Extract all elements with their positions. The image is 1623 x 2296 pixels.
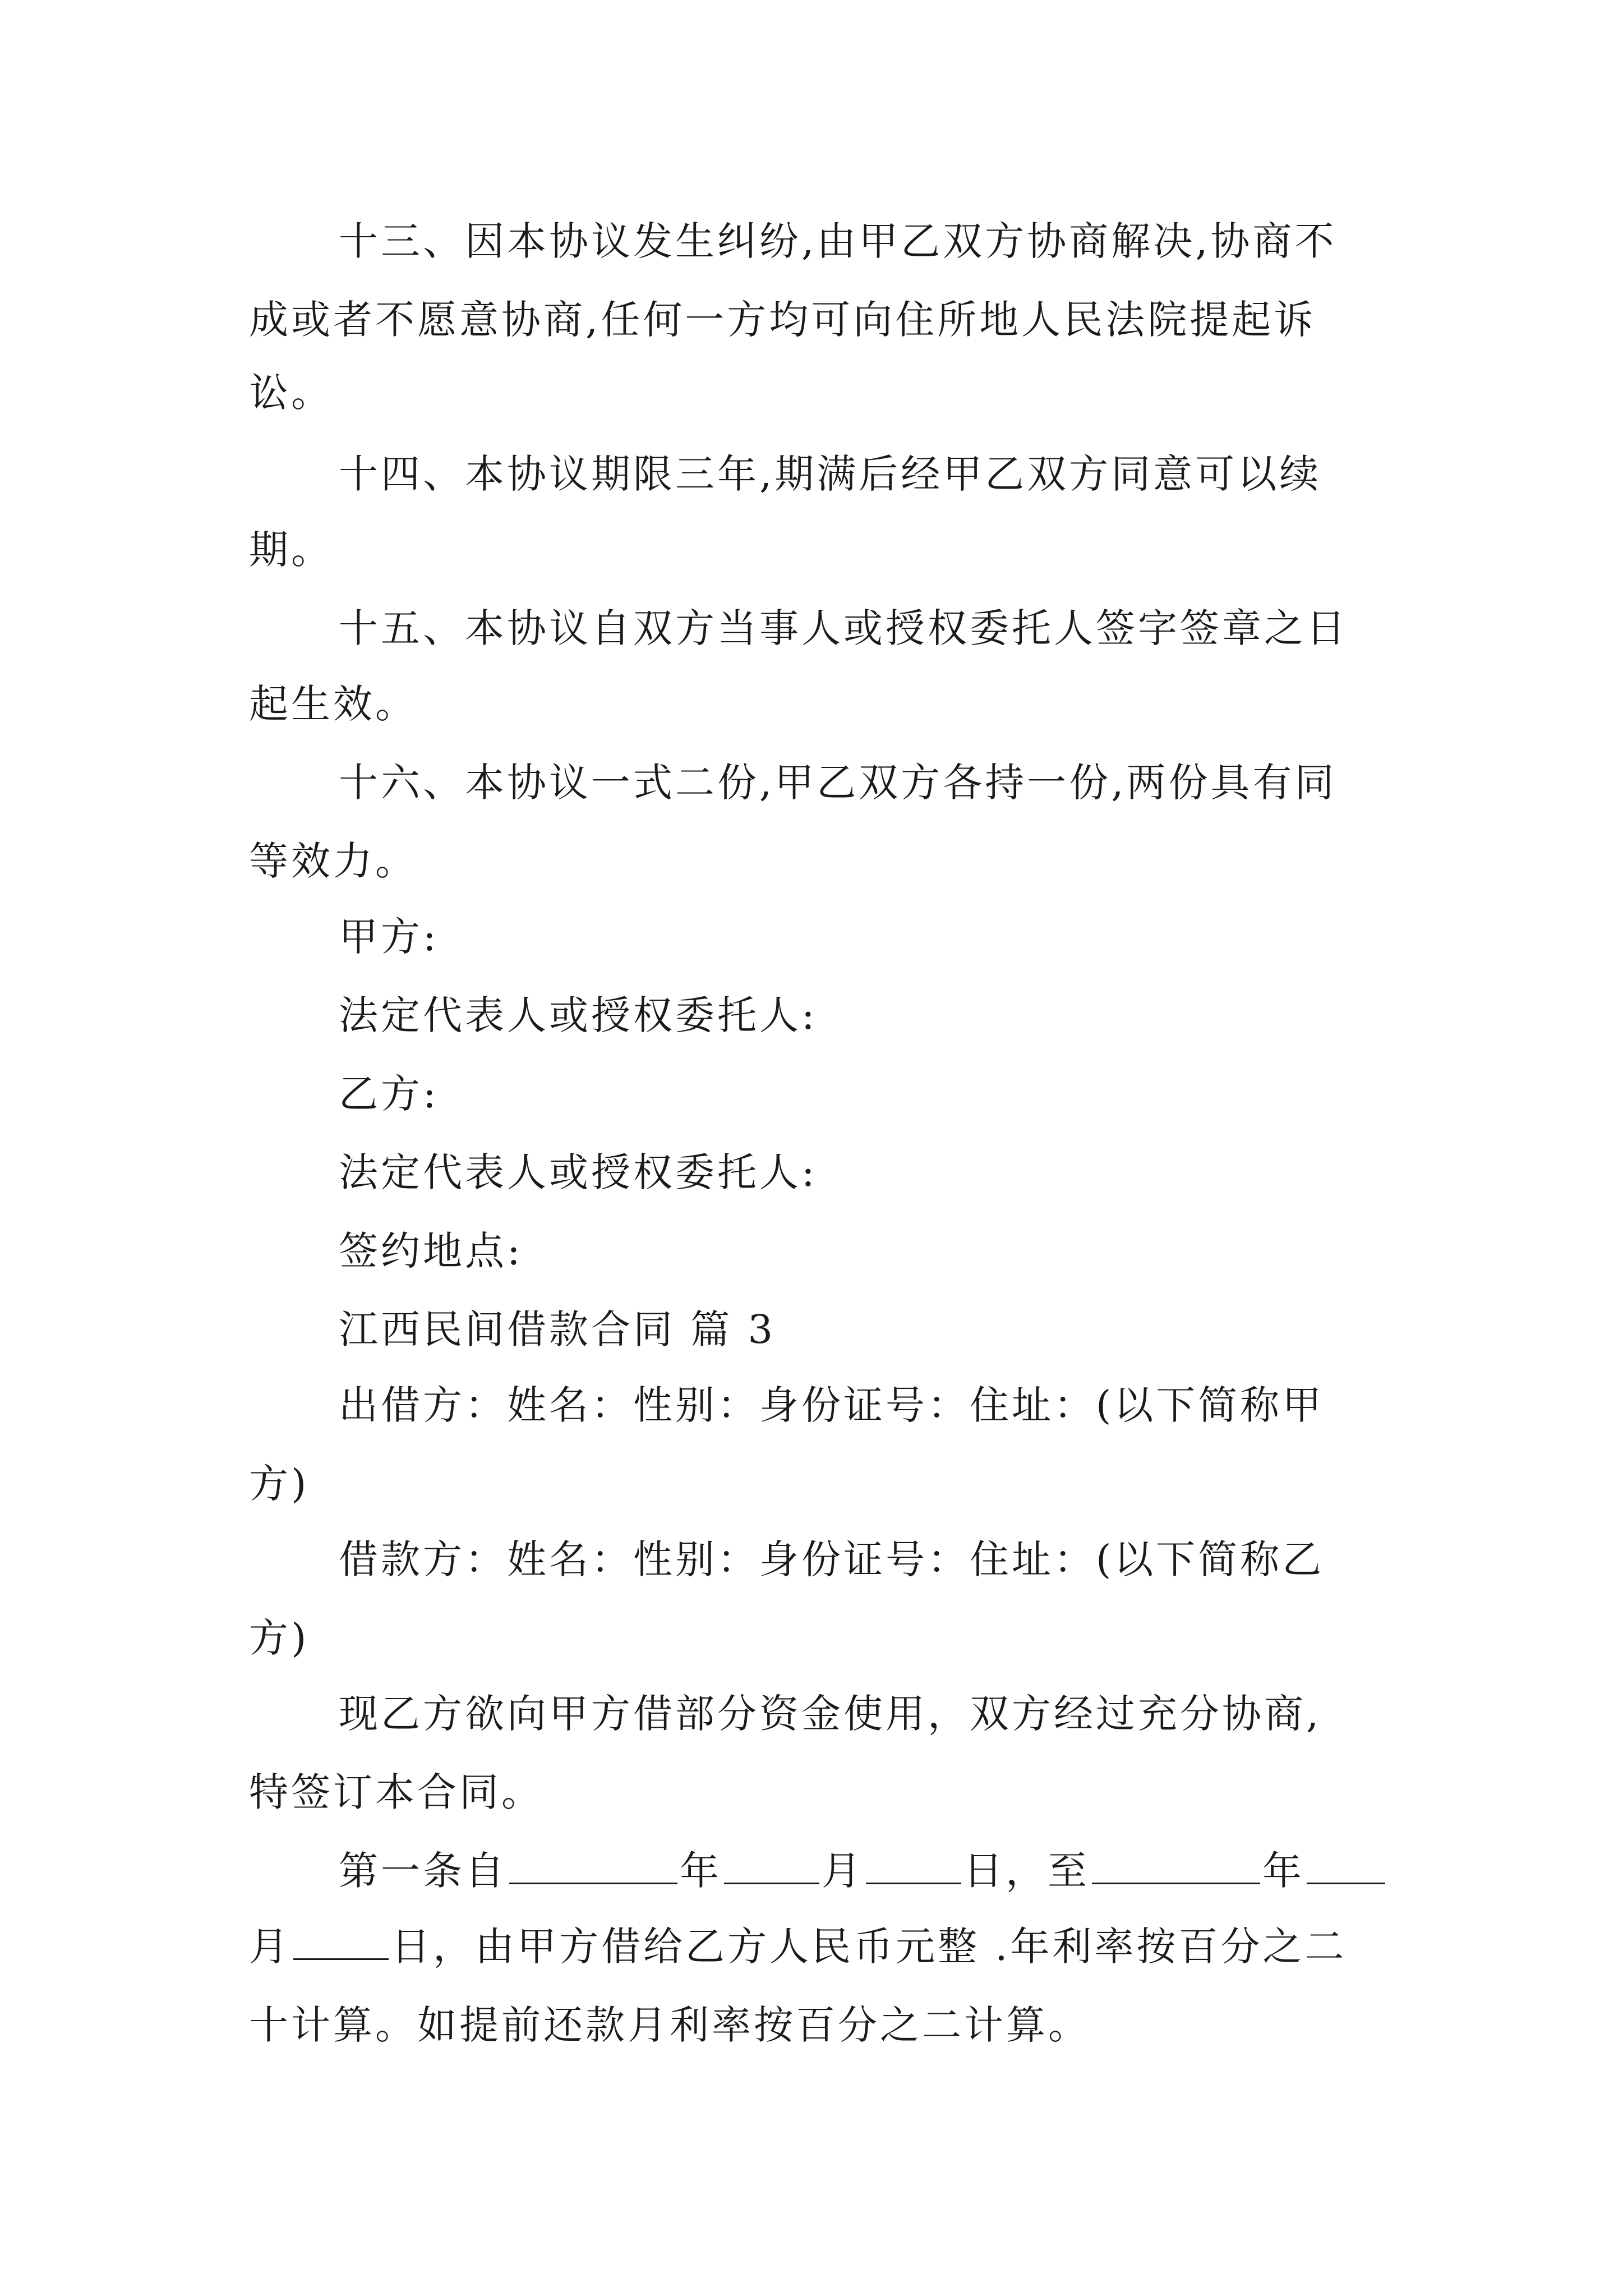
party-a-representative-label: 法定代表人或授权委托人: (339, 992, 818, 1038)
borrower-line-1: 借款方：姓名：性别：身份证号：住址：(以下简称乙 (339, 1536, 1325, 1582)
party-b-representative-label: 法定代表人或授权委托人: (339, 1149, 818, 1195)
clause-16-line-2: 等效力。 (249, 838, 417, 884)
borrower-line-2: 方) (249, 1615, 310, 1661)
lender-line-1: 出借方：姓名：性别：身份证号：住址：(以下简称甲 (339, 1382, 1325, 1428)
clause-14-line-2: 期。 (249, 527, 333, 573)
party-b-label: 乙方: (339, 1071, 439, 1117)
blank-end-year (1092, 1849, 1260, 1884)
article-1-day-1: 日，至 (963, 1848, 1090, 1894)
blank-start-day (866, 1849, 961, 1884)
article-1-prefix: 第一条自 (339, 1848, 507, 1894)
article-1-day-2-text: 日，由甲方借给乙方人民币元整 .年利率按百分之二 (391, 1924, 1347, 1970)
intro-line-2: 特签订本合同。 (249, 1769, 543, 1815)
blank-start-year (509, 1849, 677, 1884)
clause-16-line-1: 十六、本协议一式二份,甲乙双方各持一份,两份具有同 (339, 760, 1337, 806)
article-1-year-1: 年 (680, 1848, 722, 1894)
lender-line-2: 方) (249, 1461, 310, 1507)
clause-15-line-2: 起生效。 (249, 681, 417, 727)
clause-13-line-3: 讼。 (249, 370, 333, 416)
article-1-line-3: 十计算。如提前还款月利率按百分之二计算。 (249, 2002, 1090, 2048)
article-1-year-2: 年 (1262, 1848, 1304, 1894)
section-title: 江西民间借款合同 篇 3 (339, 1306, 776, 1352)
blank-end-month (1307, 1849, 1385, 1884)
signing-place-label: 签约地点: (339, 1228, 523, 1274)
article-1-month-2: 月 (249, 1924, 291, 1970)
article-1-line-1 (339, 1846, 1387, 1896)
clause-13-line-2: 成或者不愿意协商,任何一方均可向住所地人民法院提起诉 (249, 297, 1316, 343)
blank-start-month (724, 1849, 819, 1884)
clause-15-line-1: 十五、本协议自双方当事人或授权委托人签字签章之日 (339, 605, 1348, 651)
clause-13-line-1: 十三、因本协议发生纠纷,由甲乙双方协商解决,协商不 (339, 218, 1337, 264)
article-1-line-2 (249, 1921, 1347, 1972)
intro-line-1: 现乙方欲向甲方借部分资金使用，双方经过充分协商, (339, 1691, 1322, 1737)
clause-14-line-1: 十四、本协议期限三年,期满后经甲乙双方同意可以续 (339, 451, 1322, 497)
blank-end-day (293, 1925, 389, 1960)
article-1-month-1: 月 (822, 1848, 864, 1894)
party-a-label: 甲方: (339, 914, 439, 960)
